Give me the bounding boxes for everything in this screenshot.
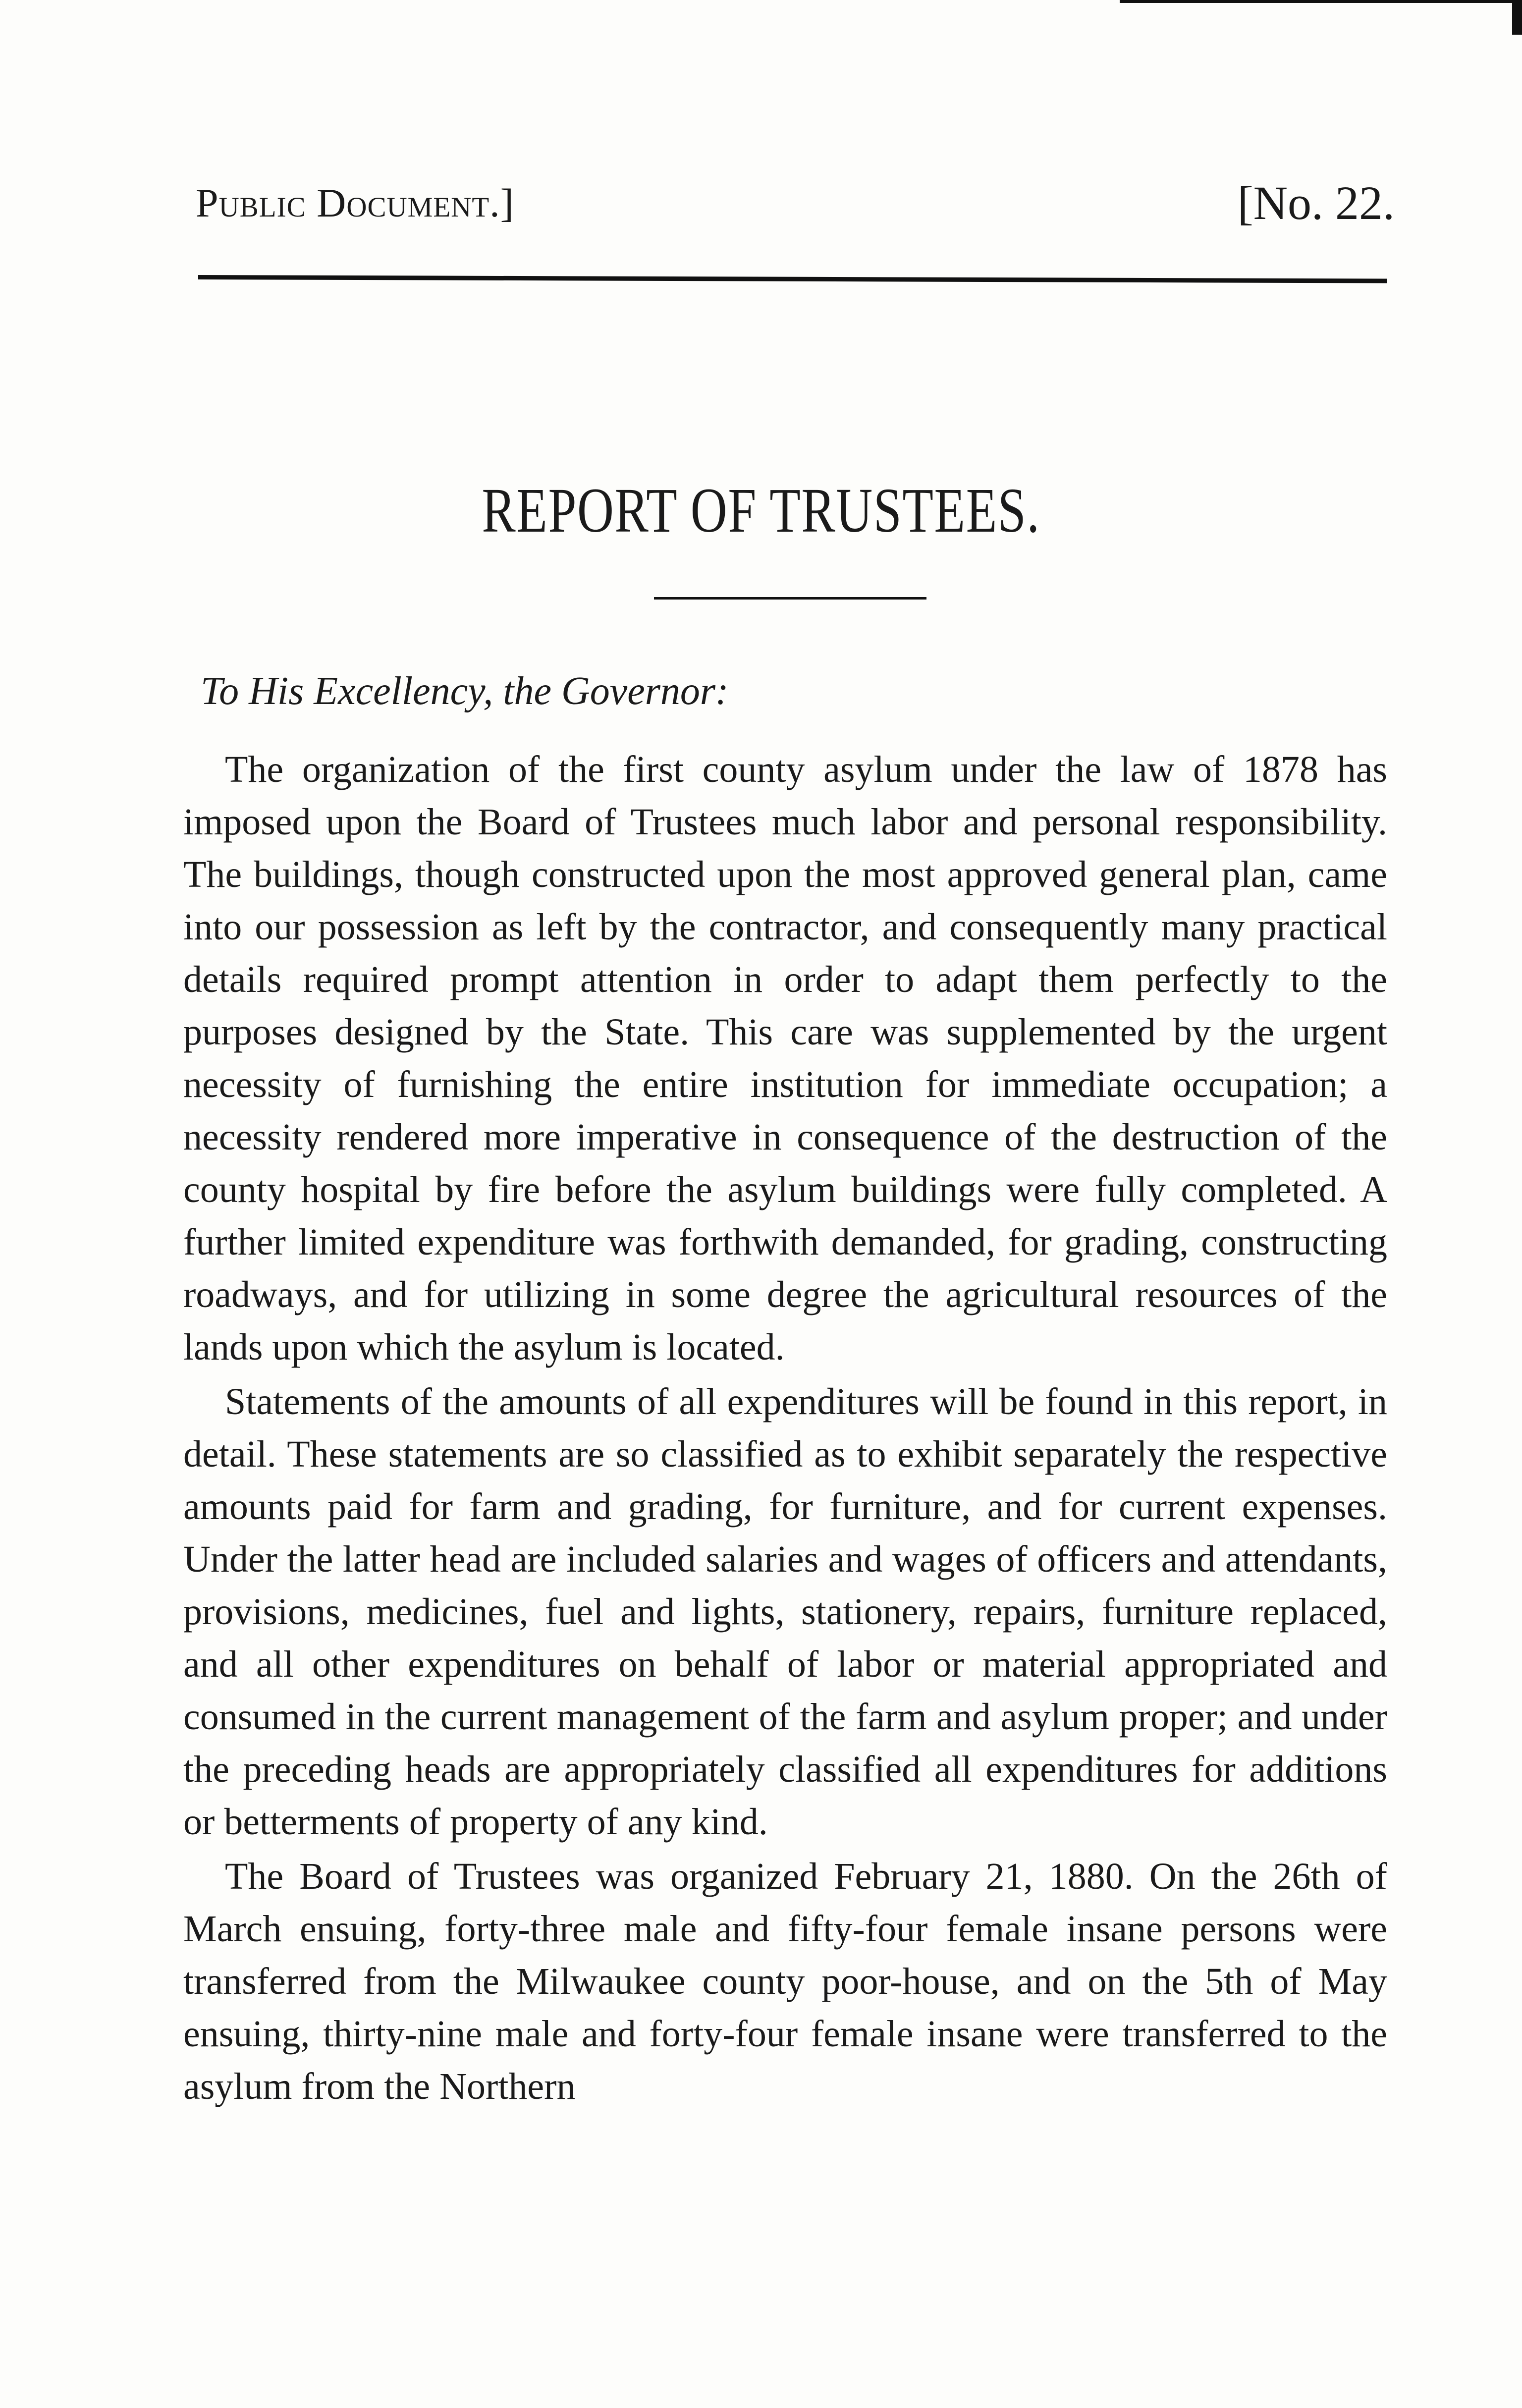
salutation: To His Excellency, the Governor: bbox=[201, 669, 729, 713]
running-head bbox=[196, 171, 1395, 235]
paragraph-3: The Board of Trustees was organized February 21, 1880. On the 26th of March ensuing, forty-three male and fifty-four female insane persons were transferred from the Milwaukee county poor-house, and on the 5th of May ensuing, thirty-nine male and forty-four female insane were transferred to the asylum from the Northern bbox=[183, 1856, 1387, 2107]
document-type-label: Public Document.] bbox=[196, 180, 514, 225]
title-rule bbox=[654, 597, 926, 600]
paragraph-1: The organization of the first county asylum under the law of 1878 has imposed upon the Board of Trustees much labor and personal responsibility. The buildings, though constructed upon the most approved general plan, came into our possession as left by the contractor, and consequently many practical details required prompt attention in order to adapt them perfectly to the purposes designed by the State. This care was supplemented by the urgent necessity of furnishing the entire institution for immediate occupation; a necessity rendered more imperative in consequence of the destruction of the county hospital by fire before the asylum buildings were fully completed. A further limited expenditure was forthwith demanded, for grading, constructing roadways, and for utilizing in some degree the agricultural resources of the lands upon which the asylum is located. bbox=[183, 749, 1387, 1368]
header-rule bbox=[198, 275, 1387, 283]
document-number-label: [No. 22. bbox=[1237, 176, 1395, 229]
page-title: REPORT OF TRUSTEES. bbox=[482, 475, 1040, 546]
paragraph-2: Statements of the amounts of all expenditures will be found in this report, in detail. These statements are so classified as to exhibit separately the respective amounts paid for farm and grading, for furniture, and for current expenses. Under the latter head are included salaries and wages of officers and attendants, provisions, medicines, fuel and lights, stationery, repairs, furniture replaced, and all other expenditures on behalf of labor or material appropriated and consumed in the current management of the farm and asylum proper; and under the preceding heads are appropriately classified all expenditures for additions or betterments of property of any kind. bbox=[183, 1381, 1387, 1843]
scan-border-top bbox=[1120, 0, 1522, 3]
scan-border-corner bbox=[1512, 0, 1522, 35]
body-text bbox=[183, 743, 1387, 2115]
